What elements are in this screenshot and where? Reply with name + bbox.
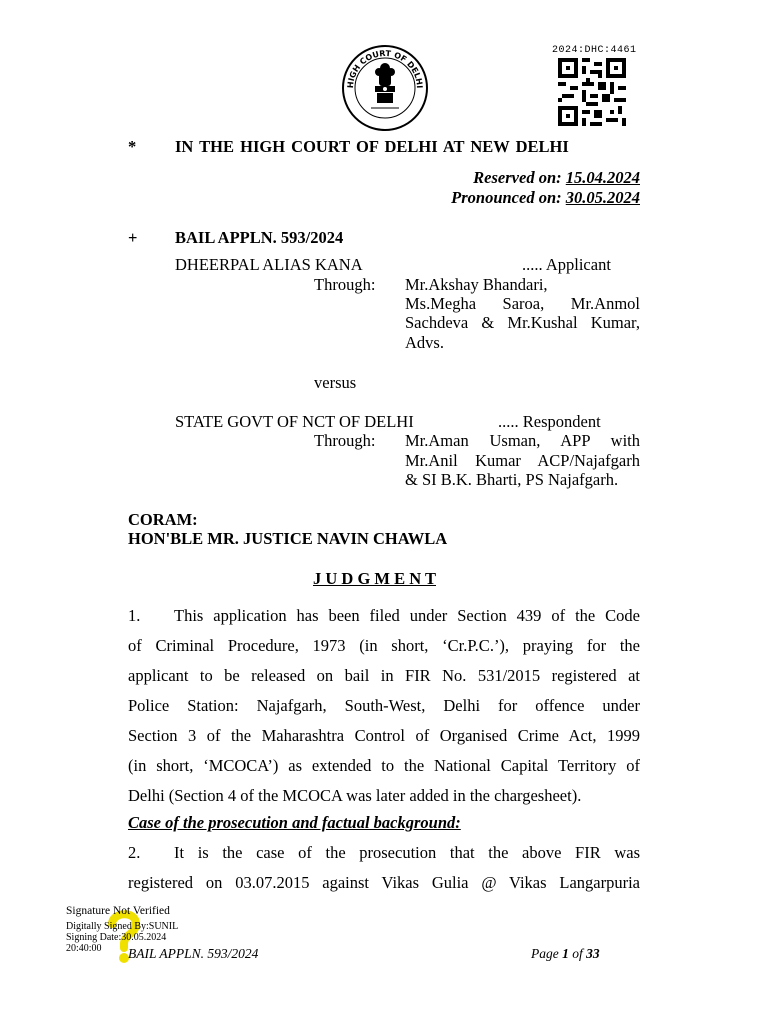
reserved-line xyxy=(473,168,640,188)
respondent-name: STATE GOVT OF NCT OF DELHI xyxy=(175,412,414,431)
pronounced-label: Pronounced on: xyxy=(451,188,562,207)
signature-date: Signing Date:30.05.2024 xyxy=(66,932,167,943)
emblem-text: HIGH COURT OF DELHI xyxy=(345,48,425,89)
signature-status: Signature Not Verified xyxy=(66,905,170,917)
respondent-role: ..... Respondent xyxy=(498,412,601,431)
signature-signer: Digitally Signed By:SUNIL xyxy=(66,921,179,932)
para1-line: Section 3 of the Maharashtra Control of Organised Crime Act, 1999 xyxy=(128,726,640,745)
coram-label: CORAM: xyxy=(128,510,198,529)
applicant-counsel-line: Mr.Akshay Bhandari, xyxy=(405,275,548,294)
para2-number: 2. xyxy=(128,843,141,862)
court-emblem xyxy=(341,44,429,132)
pronounced-line xyxy=(451,188,640,208)
footer-page-of: of xyxy=(572,946,583,961)
para1-line: (in short, ‘MCOCA’) as extended to the National Capital Territory of xyxy=(128,756,640,775)
applicant-counsel-line: Advs. xyxy=(405,333,444,352)
footer-page-number xyxy=(531,944,600,964)
footer-page-label: Page xyxy=(531,946,559,961)
para1-line: of Criminal Procedure, 1973 (in short, ‘Cr.P.C.’), praying for the xyxy=(128,636,640,655)
para1-number: 1. xyxy=(128,606,141,625)
para1-line: Police Station: Najafgarh, South-West, Delhi for offence under xyxy=(128,696,640,715)
court-title: IN THE HIGH COURT OF DELHI AT NEW DELHI xyxy=(175,137,569,156)
para1-line: Delhi (Section 4 of the MCOCA was later added in the chargesheet). xyxy=(128,786,582,805)
respondent-counsel-line: & SI B.K. Bharti, PS Najafgarh. xyxy=(405,470,619,489)
para2-line: It is the case of the prosecution that the above FIR was xyxy=(174,843,640,862)
qr-code[interactable] xyxy=(558,58,626,126)
signature-time: 20:40:00 xyxy=(66,943,102,954)
star-marker: * xyxy=(128,137,137,156)
para1-line: This application has been filed under Section 439 of the Code xyxy=(174,606,640,625)
footer-page-current: 1 xyxy=(562,946,569,961)
applicant-counsel-line: Ms.Megha Saroa, Mr.Anmol xyxy=(405,294,640,313)
respondent-counsel-line: Mr.Anil Kumar ACP/Najafgarh xyxy=(405,451,640,470)
plus-marker: + xyxy=(128,228,138,247)
citation-number: 2024:DHC:4461 xyxy=(552,45,637,56)
section-heading: Case of the prosecution and factual background: xyxy=(128,813,461,832)
pronounced-date: 30.05.2024 xyxy=(565,188,640,207)
footer-page-total: 33 xyxy=(586,946,600,961)
case-number: BAIL APPLN. 593/2024 xyxy=(175,228,344,247)
applicant-counsel-line: Sachdeva & Mr.Kushal Kumar, xyxy=(405,313,640,332)
respondent-counsel-line: Mr.Aman Usman, APP with xyxy=(405,431,640,450)
para1-line: applicant to be released on bail in FIR No. 531/2015 registered at xyxy=(128,666,640,685)
applicant-role: ..... Applicant xyxy=(522,255,611,274)
paragraph-2 xyxy=(128,838,640,898)
applicant-name: DHEERPAL ALIAS KANA xyxy=(175,255,363,274)
versus-label: versus xyxy=(314,373,357,392)
para2-line: registered on 03.07.2015 against Vikas Gulia @ Vikas Langarpuria xyxy=(128,873,640,892)
reserved-label: Reserved on: xyxy=(473,168,562,187)
coram-judge: HON'BLE MR. JUSTICE NAVIN CHAWLA xyxy=(128,529,448,548)
applicant-through-label: Through: xyxy=(314,275,376,294)
paragraph-1 xyxy=(128,601,640,811)
footer-case-ref: BAIL APPLN. 593/2024 xyxy=(128,946,259,961)
reserved-date: 15.04.2024 xyxy=(565,168,640,187)
judgment-heading: J U D G M E N T xyxy=(313,569,436,588)
respondent-through-label: Through: xyxy=(314,431,376,450)
